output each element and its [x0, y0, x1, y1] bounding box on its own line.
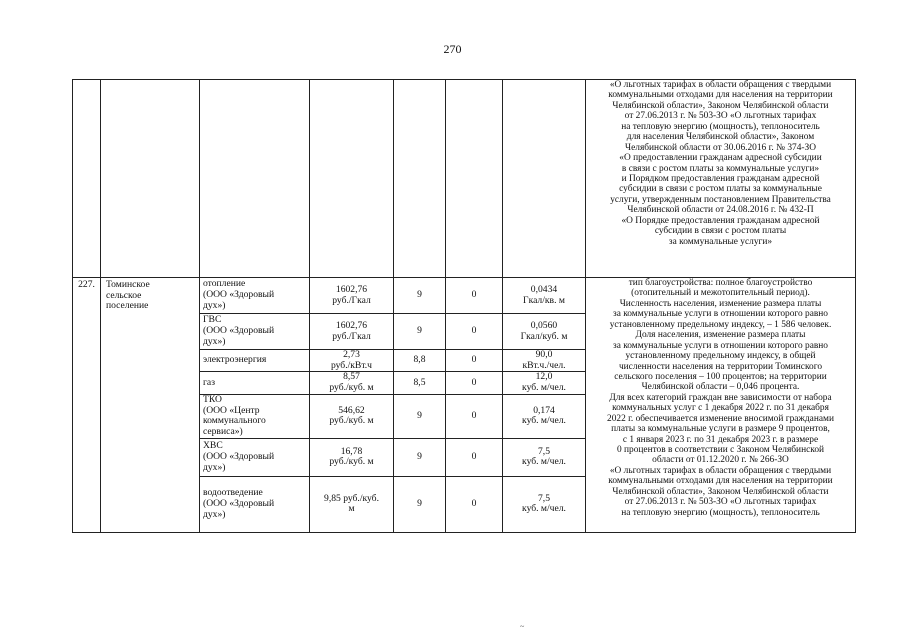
- tariff-cell: [310, 80, 394, 278]
- second-period-percent: 0: [446, 394, 503, 438]
- service-name-line: дух»): [203, 299, 226, 311]
- legal-note-line: за коммунальные услуги»: [668, 236, 773, 247]
- continuation-row: [73, 80, 856, 278]
- second-period-percent: 0: [446, 372, 503, 394]
- settlement-name-line: Томинское: [106, 279, 150, 290]
- service-name: [200, 394, 310, 438]
- service-name-line: дух»): [203, 461, 226, 473]
- zero-cell: [446, 80, 503, 278]
- legal-note-line: тип благоустройства: полное благоустройство: [628, 278, 813, 288]
- consumption-norm: [503, 372, 586, 394]
- service-name: [200, 350, 310, 372]
- service-name-line: дух»): [203, 508, 226, 520]
- num-cell: [73, 80, 101, 278]
- legal-note-line: Челябинской области – 0,046 процента.: [641, 382, 800, 393]
- norm-line: 0,0560: [530, 319, 558, 331]
- tariff-value: [310, 394, 394, 438]
- service-name: [200, 438, 310, 476]
- service-name-line: ГВС: [203, 314, 222, 326]
- tariff-line: м: [348, 503, 355, 515]
- tariff-line: 1602,76: [335, 283, 368, 295]
- legal-note-line: 2022 г. обеспечивается изменение вносимой гражданами: [607, 413, 834, 424]
- norm-line: 12,0: [535, 371, 553, 383]
- tariff-line: 2,73: [343, 349, 360, 360]
- tariff-table: [72, 79, 856, 533]
- second-period-percent: 0: [446, 438, 503, 476]
- settlement-name: [101, 278, 200, 533]
- service-name-line: электроэнергия: [203, 354, 267, 366]
- norm-line: Гкал/куб. м: [520, 330, 568, 342]
- legal-note-line: Доля населения, изменение размера платы: [635, 330, 806, 341]
- consumption-norm: [503, 476, 586, 532]
- second-period-percent: 0: [446, 476, 503, 532]
- settlement-cell: [101, 80, 200, 278]
- consumption-norm: [503, 314, 586, 350]
- legal-note-line: Челябинской области», Законом Челябинской области: [612, 486, 829, 497]
- service-row: [73, 278, 856, 314]
- service-name: [200, 314, 310, 350]
- norm-line: куб. м/чел.: [522, 503, 566, 515]
- legal-note-line: Численность населения, изменение размера платы: [619, 298, 822, 309]
- norm-line: 7,5: [538, 492, 550, 504]
- second-period-percent: 0: [446, 278, 503, 314]
- service-name: [200, 372, 310, 394]
- tariff-value: [310, 314, 394, 350]
- index-percent: 9: [394, 394, 446, 438]
- service-name-line: (ООО «Здоровый: [203, 325, 275, 337]
- legal-note-line: субсидии в связи с ростом платы за коммунальные: [619, 184, 822, 195]
- service-name-line: (ООО «Здоровый: [203, 498, 275, 509]
- tariff-value: [310, 278, 394, 314]
- tariff-line: 9,85 руб./куб.: [324, 492, 379, 504]
- settlement-name-line: сельское: [106, 289, 142, 301]
- legal-note-line: «О Порядке предоставления гражданам адресной: [621, 215, 820, 226]
- norm-cell: [503, 80, 586, 278]
- service-name-line: водоотведение: [203, 487, 263, 499]
- tariff-value: [310, 350, 394, 372]
- entry-number: 227.: [73, 278, 101, 533]
- index-percent: 9: [394, 278, 446, 314]
- tariff-line: руб./куб. м: [329, 456, 374, 468]
- legal-note-line: от 27.06.2013 г. № 503-ЗО «О льготных тарифах: [624, 497, 817, 508]
- legal-note-line: области от 01.12.2020 г. № 266-ЗО: [652, 455, 789, 466]
- norm-line: 0,0434: [530, 283, 558, 295]
- norm-line: куб. м/чел.: [522, 456, 566, 468]
- tariff-value: [310, 372, 394, 394]
- legal-note-line: субсидии в связи с ростом платы: [654, 226, 787, 237]
- service-name-line: коммунального: [203, 415, 266, 427]
- consumption-norm: [503, 394, 586, 438]
- legal-note-line: «О льготных тарифах в области обращения с твердыми: [609, 80, 832, 90]
- service-name-line: (ООО «Здоровый: [203, 451, 275, 462]
- legal-note-line: коммунальных услуг с 1 декабря 2022 г. по 31 декабря: [612, 403, 829, 414]
- tariff-line: руб./кВт.ч: [330, 359, 373, 371]
- service-name-line: дух»): [203, 335, 226, 347]
- second-period-percent: 0: [446, 314, 503, 350]
- legal-note-line: «О предоставлении гражданам адресной субсидии: [619, 153, 822, 164]
- legal-note-line: коммунальными отходами для населения на территории: [608, 476, 833, 487]
- legal-note-line: за коммунальные услуги в отношении которого равно: [612, 309, 828, 320]
- legal-note-line: коммунальными отходами для населения на территории: [608, 90, 833, 101]
- tariff-line: 1602,76: [335, 319, 368, 331]
- legal-note-line: «О льготных тарифах в области обращения с твердыми: [609, 465, 832, 476]
- consumption-norm: [503, 438, 586, 476]
- service-name: [200, 278, 310, 314]
- consumption-norm: [503, 278, 586, 314]
- legal-note-line: от 27.06.2013 г. № 503-ЗО «О льготных тарифах: [624, 111, 817, 122]
- service-name-line: ХВС: [203, 440, 223, 452]
- service-name-line: сервиса»): [203, 426, 243, 438]
- legal-note-line: 0 процентов в соответствии с Законом Челябинской: [616, 445, 825, 455]
- legal-note-line: Челябинской области», Законом Челябинской области: [612, 100, 829, 111]
- service-name-line: отопление: [203, 278, 246, 290]
- service-name: [200, 476, 310, 532]
- settlement-name-line: поселение: [106, 300, 149, 312]
- legal-note-line: установленному предельному индексу, в общей: [625, 351, 816, 362]
- tariff-line: руб./Гкал: [332, 294, 371, 306]
- index-percent: 9: [394, 438, 446, 476]
- pct-cell: [394, 80, 446, 278]
- legal-note-line: платы за коммунальные услуги в размере 9 процентов,: [611, 424, 830, 435]
- legal-note-line: Для всех категорий граждан вне зависимости от набора: [609, 392, 832, 403]
- tariff-line: руб./куб. м: [329, 382, 374, 394]
- service-name-line: газ: [203, 376, 215, 388]
- norm-line: 90,0: [535, 349, 553, 360]
- legal-note-line: и Порядком предоставления гражданам адресной: [621, 173, 820, 184]
- tariff-value: [310, 438, 394, 476]
- legal-note-line: на тепловую энергию (мощность), теплоноситель: [621, 121, 820, 132]
- legal-note-line: услуги, утвержденным постановлением Правительства: [610, 194, 831, 205]
- service-cell: [200, 80, 310, 278]
- tariff-line: 8,57: [343, 371, 360, 383]
- entry-legal-note: [586, 278, 856, 533]
- legal-note-line: за коммунальные услуги в отношении которого равно: [612, 340, 828, 351]
- norm-line: куб. м/чел.: [522, 415, 566, 427]
- norm-line: Гкал/кв. м: [523, 294, 565, 306]
- norm-line: 7,5: [538, 445, 550, 457]
- legal-note-line: на тепловую энергию (мощность), теплоноситель: [621, 507, 820, 518]
- norm-line: 0,174: [533, 404, 555, 416]
- page-number: 270: [443, 42, 462, 56]
- service-name-line: (ООО «Здоровый: [203, 289, 275, 301]
- legal-note-line: с 1 января 2023 г. по 31 декабря 2023 г. в размере: [622, 434, 819, 445]
- legal-note-line: сельского поселения – 100 процентов; на территории: [614, 371, 827, 382]
- tariff-line: руб./куб. м: [329, 415, 374, 427]
- tariff-line: 16,78: [340, 445, 363, 457]
- consumption-norm: [503, 350, 586, 372]
- legal-note-cell: [586, 80, 856, 278]
- index-percent: 8,5: [394, 372, 446, 394]
- legal-note-line: установленному предельному индексу, – 1 586 человек.: [609, 319, 832, 330]
- second-period-percent: 0: [446, 350, 503, 372]
- tariff-line: руб./Гкал: [332, 330, 371, 342]
- legal-note-line: Челябинской области от 24.08.2016 г. № 432-П: [627, 205, 814, 216]
- index-percent: 9: [394, 314, 446, 350]
- service-name-line: (ООО «Центр: [203, 404, 260, 416]
- tariff-line: 546,62: [338, 404, 365, 416]
- index-percent: 9: [394, 476, 446, 532]
- legal-note-line: (отопительный и межотопительный период).: [631, 288, 810, 299]
- corner-mark: ~: [520, 622, 525, 631]
- legal-note-line: для населения Челябинской области», Законом: [626, 132, 815, 143]
- service-name-line: ТКО: [203, 394, 222, 405]
- legal-note-line: Челябинской области от 30.06.2016 г. № 374-ЗО: [625, 142, 816, 153]
- legal-note-line: в связи с ростом платы за коммунальные услуги»: [621, 163, 820, 174]
- norm-line: кВт.ч./чел.: [522, 359, 566, 371]
- tariff-value: [310, 476, 394, 532]
- legal-note-line: численности населения на территории Томинского: [618, 361, 823, 372]
- norm-line: куб. м/чел.: [522, 382, 566, 394]
- index-percent: 8,8: [394, 350, 446, 372]
